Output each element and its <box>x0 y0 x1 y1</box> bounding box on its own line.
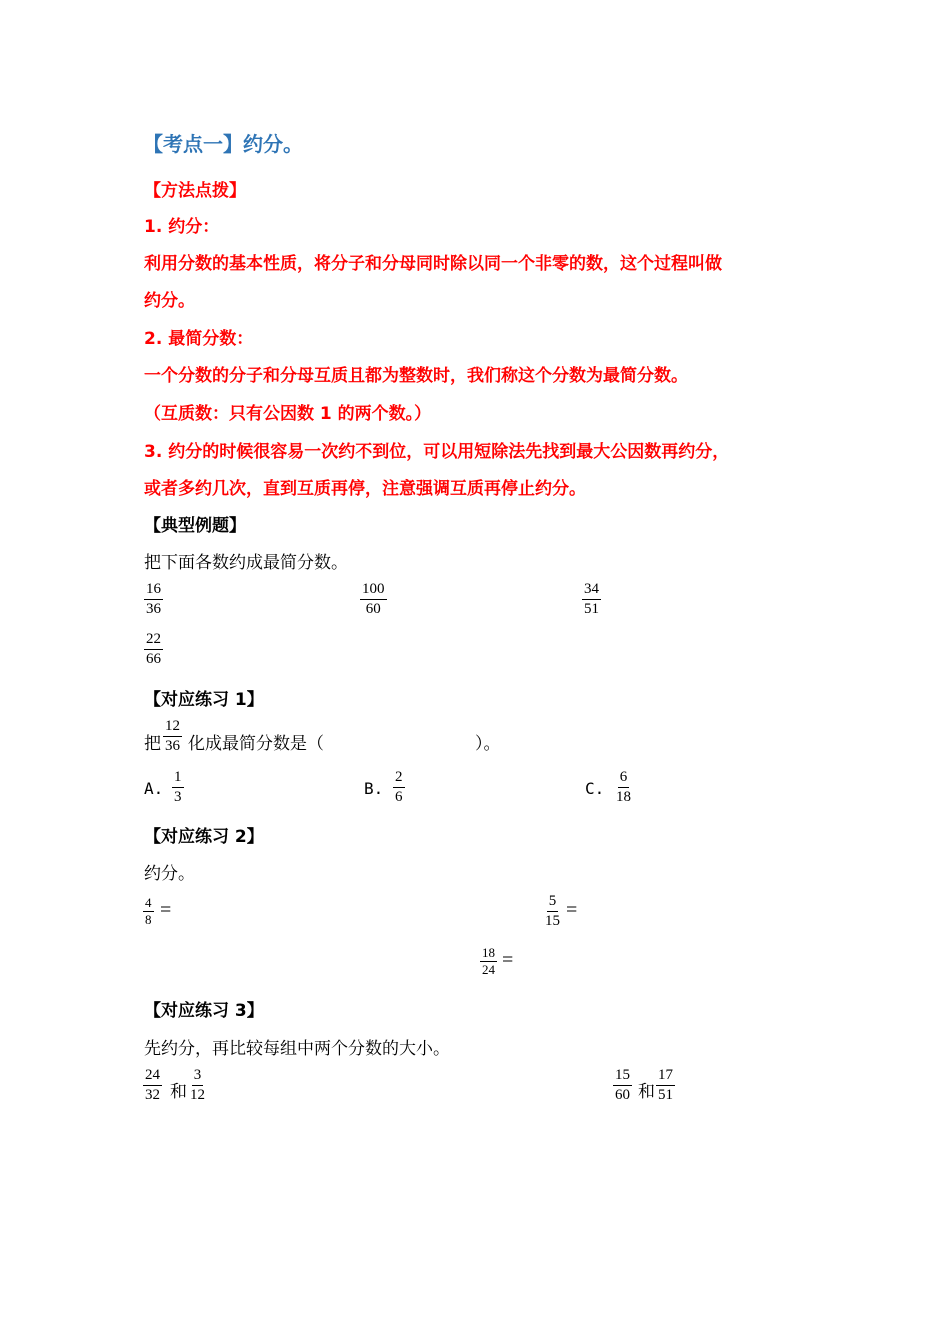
denominator: 3 <box>174 789 182 805</box>
numerator: 100 <box>360 581 387 600</box>
point1-title: 1. 约分： <box>144 217 220 237</box>
practice1-heading: 【对应练习 1】 <box>144 690 264 710</box>
equals-sign: = <box>160 899 172 921</box>
denominator: 51 <box>584 601 599 617</box>
numerator: 2 <box>393 769 405 788</box>
practice2-fraction <box>543 893 562 930</box>
example-instruction: 把下面各数约成最简分数。 <box>144 553 348 573</box>
practice3-instruction: 先约分，再比较每组中两个分数的大小。 <box>144 1039 450 1059</box>
practice2-instruction: 约分。 <box>144 864 195 884</box>
numerator: 17 <box>656 1067 675 1086</box>
practice1-question: 化成最简分数是（ <box>188 734 324 754</box>
practice2-heading: 【对应练习 2】 <box>144 827 264 847</box>
denominator: 36 <box>165 738 180 754</box>
option-a-label: A. <box>144 779 164 798</box>
point3-line1: 3. 约分的时候很容易一次约不到位，可以用短除法先找到最大公因数再约分， <box>144 442 730 462</box>
practice1-fraction <box>163 718 182 755</box>
practice1-prefix: 把 <box>144 734 161 754</box>
denominator: 12 <box>190 1087 205 1103</box>
point2-line1: 一个分数的分子和分母互质且都为整数时，我们称这个分数为最简分数。 <box>144 366 688 386</box>
point2-title: 2. 最简分数： <box>144 329 254 349</box>
method-heading: 【方法点拨】 <box>144 181 246 201</box>
denominator: 24 <box>482 962 495 977</box>
numerator: 18 <box>482 945 495 960</box>
option-b-fraction <box>393 769 405 806</box>
pair1-fraction-b <box>188 1067 207 1104</box>
practice2-fraction <box>143 896 154 927</box>
equals-sign: = <box>502 949 514 971</box>
numerator: 3 <box>192 1067 204 1086</box>
numerator: 34 <box>582 581 601 600</box>
numerator: 24 <box>143 1067 162 1086</box>
denominator: 18 <box>616 789 631 805</box>
option-a-fraction <box>172 769 184 806</box>
point1-line2: 约分。 <box>144 291 195 311</box>
denominator: 60 <box>615 1087 630 1103</box>
pair2-fraction-b <box>656 1067 675 1104</box>
denominator: 51 <box>658 1087 673 1103</box>
practice2-fraction <box>480 946 497 977</box>
example-heading: 【典型例题】 <box>144 516 246 536</box>
example-fraction <box>144 631 163 668</box>
example-fraction <box>582 581 601 618</box>
numerator: 4 <box>145 895 152 910</box>
pair1-connector: 和 <box>170 1082 187 1102</box>
numerator: 15 <box>613 1067 632 1086</box>
denominator: 6 <box>395 789 403 805</box>
pair2-fraction-a <box>613 1067 632 1104</box>
example-fraction <box>360 581 387 618</box>
option-b-label: B. <box>364 779 384 798</box>
practice1-blank-end: ）。 <box>475 734 501 754</box>
point2-line2: （互质数：只有公因数 1 的两个数。） <box>144 404 432 424</box>
denominator: 15 <box>545 913 560 929</box>
numerator: 12 <box>163 718 182 737</box>
point1-line1: 利用分数的基本性质，将分子和分母同时除以同一个非零的数，这个过程叫做 <box>144 254 722 274</box>
example-fraction <box>144 581 163 618</box>
practice3-heading: 【对应练习 3】 <box>144 1001 264 1021</box>
numerator: 6 <box>618 769 630 788</box>
numerator: 22 <box>144 631 163 650</box>
equals-sign: = <box>566 899 578 921</box>
pair2-connector: 和 <box>638 1082 655 1102</box>
numerator: 5 <box>547 893 559 912</box>
denominator: 8 <box>145 912 152 927</box>
denominator: 60 <box>365 601 381 617</box>
numerator: 1 <box>172 769 184 788</box>
denominator: 32 <box>145 1087 160 1103</box>
pair1-fraction-a <box>143 1067 162 1104</box>
option-c-label: C. <box>585 779 605 798</box>
denominator: 36 <box>146 601 161 617</box>
section-title: 【考点一】约分。 <box>143 132 303 156</box>
denominator: 66 <box>146 651 161 667</box>
point3-line2: 或者多约几次，直到互质再停，注意强调互质再停止约分。 <box>144 479 586 499</box>
option-c-fraction <box>614 769 633 806</box>
numerator: 16 <box>144 581 163 600</box>
